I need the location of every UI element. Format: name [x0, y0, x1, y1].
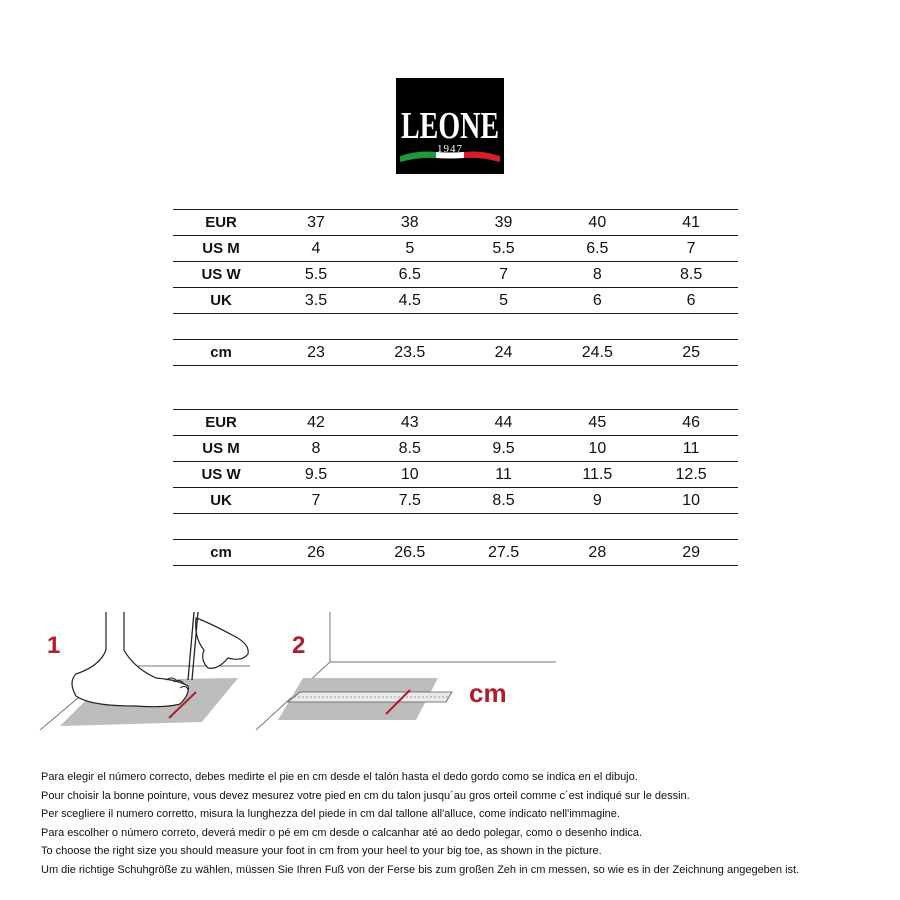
table-cell: 4	[311, 239, 321, 257]
table-spacer-row	[173, 313, 738, 339]
table-row-uk	[173, 287, 738, 313]
step-2-number: 2	[292, 632, 306, 659]
instruction-pt: Para escolher o número correto, deverá medir o pé em cm desde o calcanhar até ao dedo polegar, como o desenho indica.	[41, 826, 643, 839]
row-label: US W	[201, 466, 241, 483]
table-cell: 6.5	[586, 239, 609, 257]
table-row-us-m	[173, 435, 738, 461]
foot-measure-illustration	[40, 612, 250, 730]
table-cell: 5.5	[492, 239, 515, 257]
table-cell: 7	[499, 265, 508, 283]
instruction-it: Per scegliere il numero corretto, misura la lunghezza del piede in cm dal tallone all'alluce, come indicato nell'immagine.	[41, 808, 620, 821]
table-cell: 10	[400, 465, 419, 483]
table-cell: 38	[400, 213, 419, 231]
logo-brand-text: LEONE	[401, 105, 499, 147]
instruction-de: Um die richtige Schuhgröße zu wählen, müssen Sie Ihren Fuß von der Ferse bis zum großen Zeh in cm messen, so wie es in der Zeichnung angegeben ist.	[41, 863, 800, 876]
table-cell: 8.5	[679, 265, 703, 283]
table-cell: 8	[592, 265, 602, 283]
table-row-eur	[173, 209, 738, 235]
row-label: EUR	[205, 214, 237, 231]
logo-year-text: 1947	[437, 143, 463, 155]
table-cell: 42	[307, 413, 325, 431]
table-cell: 9.5	[492, 439, 515, 457]
table-row-uk	[173, 487, 738, 513]
table-cell: 45	[588, 413, 607, 431]
table-cell: 27.5	[487, 543, 520, 561]
table-row-us-m	[173, 235, 738, 261]
instruction-fr: Pour choisir la bonne pointure, vous devez mesurez votre pied en cm du talon jusqu´au gros orteil comme c´est indiqué sur le dessin.	[41, 789, 690, 802]
size-table-2	[173, 409, 738, 566]
row-label: US M	[202, 240, 240, 257]
table-cell: 8.5	[492, 491, 515, 509]
table-cell: 10	[682, 491, 700, 509]
table-cell: 7	[311, 491, 321, 509]
row-label: cm	[210, 544, 232, 561]
instruction-en: To choose the right size you should measure your foot in cm from your heel to your big toe, as shown in the picture.	[41, 845, 602, 858]
table-cell: 5	[499, 291, 508, 309]
table-row-us-w	[173, 461, 738, 487]
table-cell: 40	[588, 213, 607, 231]
table-cell: 7	[686, 239, 696, 257]
row-label: EUR	[205, 414, 237, 431]
table-cell: 26	[307, 543, 325, 561]
table-cell: 44	[494, 413, 513, 431]
ruler-measure-illustration	[256, 612, 556, 730]
table-cell: 4.5	[398, 291, 421, 309]
table-cell: 12.5	[675, 465, 707, 483]
table-cell: 6.5	[398, 265, 421, 283]
table-cell: 5.5	[304, 265, 328, 283]
leone-logo-graphic	[396, 78, 504, 174]
table-cell: 24.5	[581, 343, 613, 361]
row-label: US M	[202, 440, 240, 457]
table-cell: 10	[588, 439, 607, 457]
table-cell: 6	[592, 291, 602, 309]
table-cell: 9.5	[304, 465, 328, 483]
cm-unit-label: cm	[469, 678, 507, 708]
instruction-es: Para elegir el número correcto, debes medirte el pie en cm desde el talón hasta el dedo gordo como se indica en el dibujo.	[41, 771, 638, 783]
table-cell: 3.5	[304, 291, 328, 309]
table-cell: 24	[494, 343, 513, 361]
table-spacer-row	[173, 513, 738, 539]
table-cell: 6	[686, 291, 696, 309]
measurement-illustration	[38, 610, 558, 740]
row-label: UK	[210, 292, 232, 309]
table-cell: 41	[682, 213, 700, 231]
table-cell: 7.5	[398, 491, 421, 509]
table-cell: 11	[682, 439, 700, 457]
row-label: cm	[210, 344, 232, 361]
table-cell: 28	[588, 543, 607, 561]
table-cell: 11	[495, 465, 512, 483]
size-table-1	[173, 209, 738, 366]
measurement-figures	[38, 610, 558, 740]
row-label: UK	[210, 492, 232, 509]
table-cell: 29	[682, 543, 700, 561]
table-cell: 43	[400, 413, 419, 431]
table-cell: 9	[592, 491, 602, 509]
table-row-cm	[173, 339, 738, 366]
table-cell: 5	[405, 239, 415, 257]
table-cell: 11.5	[582, 465, 613, 483]
table-cell: 25	[682, 343, 700, 361]
row-label: US W	[201, 266, 241, 283]
table-cell: 39	[494, 213, 513, 231]
leone-logo	[396, 78, 504, 174]
table-cell: 8	[311, 439, 321, 457]
table-cell: 23.5	[394, 343, 426, 361]
table-cell: 26.5	[394, 543, 426, 561]
table-cell: 23	[307, 343, 325, 361]
table-cell: 8.5	[398, 439, 421, 457]
table-cell: 46	[682, 413, 700, 431]
step-1-number: 1	[47, 632, 61, 659]
table-row-eur	[173, 409, 738, 435]
instructions-text	[41, 768, 881, 880]
table-row-us-w	[173, 261, 738, 287]
table-row-cm	[173, 539, 738, 566]
table-cell: 37	[307, 213, 325, 231]
